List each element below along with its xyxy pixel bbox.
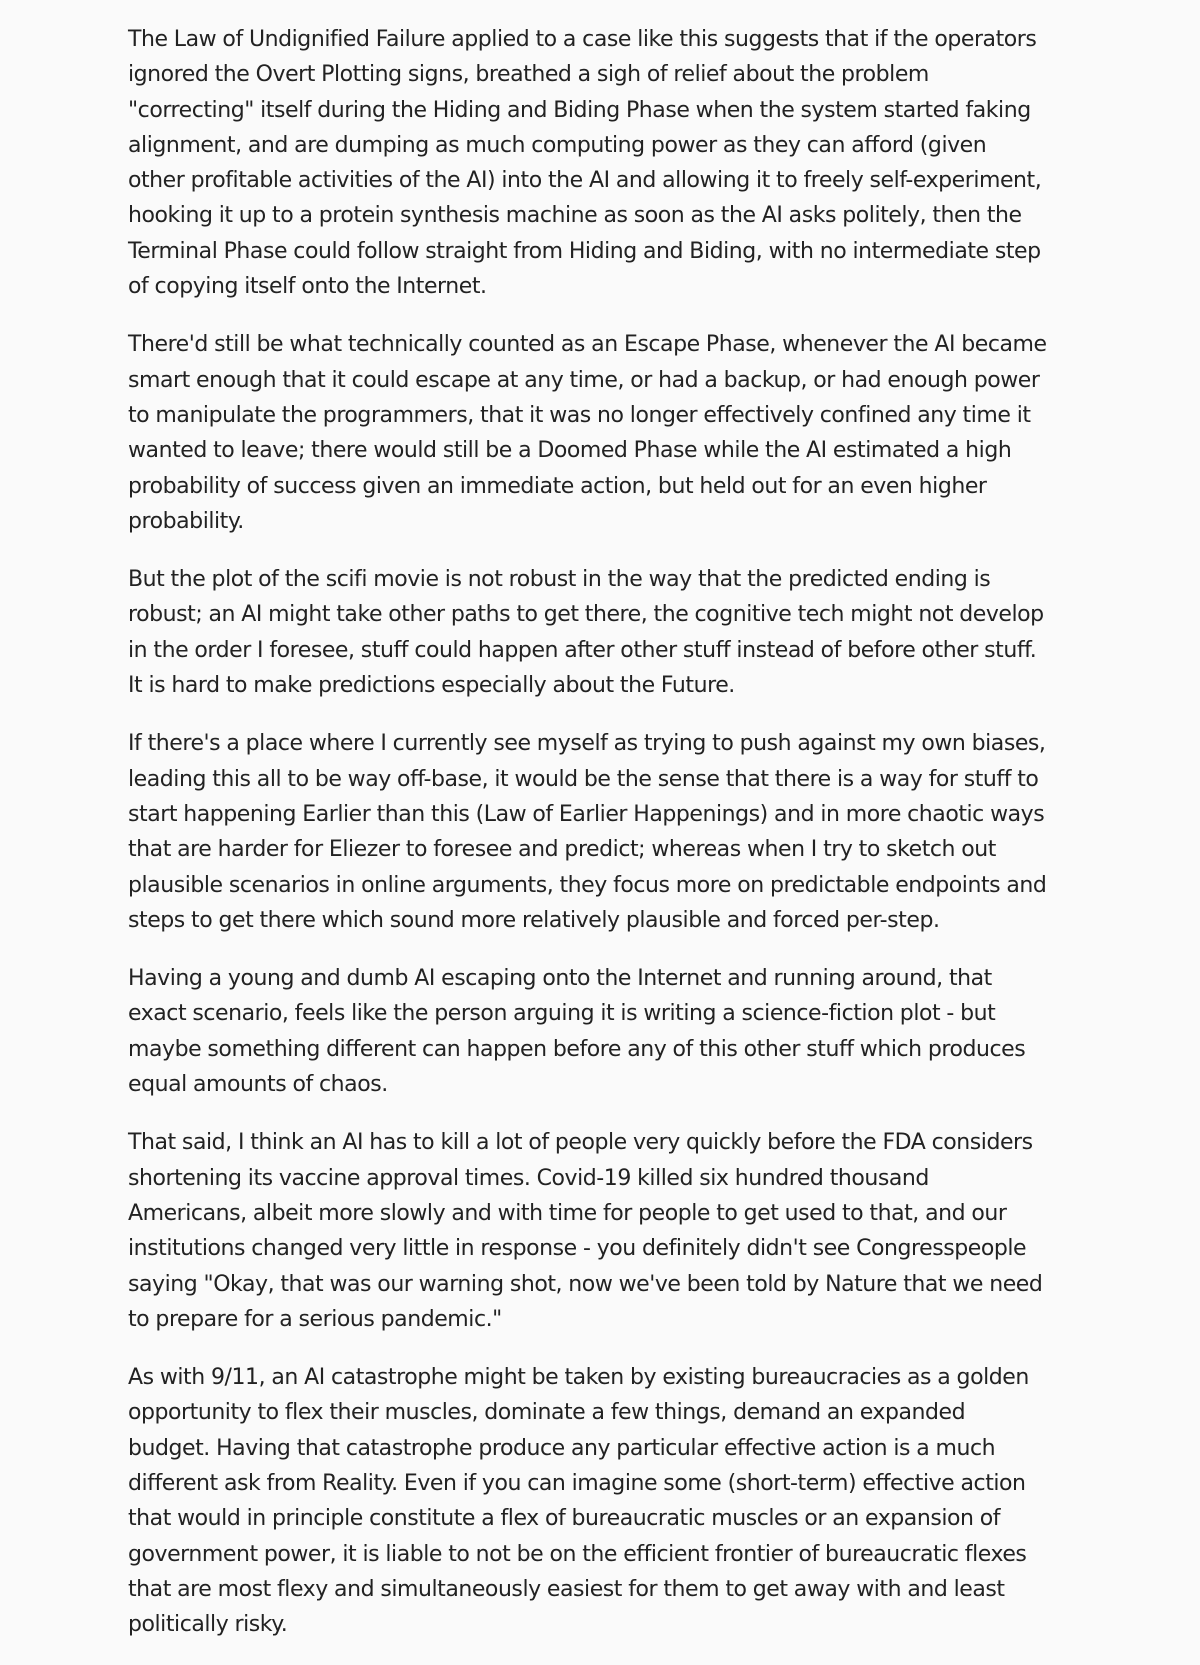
article-body [128,22,1048,1665]
paragraph-young-dumb-ai: Having a young and dumb AI escaping onto the Internet and running around, that exact scenario, feels like the person arguing it is writing a science-fiction plot - but maybe something different can happen before any of this other stuff which produces equal amounts of chaos. [128,966,1026,1098]
paragraph-bureaucracies: As with 9/11, an AI catastrophe might be taken by existing bureaucracies as a golden opportunity to flex their muscles, dominate a few things, demand an expanded budget. Having that catastrophe produce any particular effective action is a much different ask from Reality. Even if you can imagine some (short-term) effective action that would in principle constitute a flex of bureaucratic muscles or an expansion of government power, it is liable to not be on the efficient frontier of bureaucratic flexes that are most flexy and simultaneously easiest for them to get away with and least politically risky. [128,1365,1029,1638]
paragraph-escape-phase: There'd still be what technically counted as an Escape Phase, whenever the AI became smart enough that it could escape at any time, or had a backup, or had enough power to manipulate the programmers, that it was no longer effectively confined any time it wanted to leave; there would still be a Doomed Phase while the AI estimated a high probability of success given an immediate action, but held out for an even higher probability. [128,332,1047,534]
paragraph-scifi-plot: But the plot of the scifi movie is not robust in the way that the predicted ending is robust; an AI might take other paths to get there, the cognitive tech might not develop in the order I foresee, stuff could happen after other stuff instead of before other stuff. It is hard to make predictions especially about the Future. [128,567,1044,699]
paragraph-own-biases: If there's a place where I currently see myself as trying to push against my own biases, leading this all to be way off-base, it would be the sense that there is a way for stuff to start happening Earlier than this (Law of Earlier Happenings) and in more chaotic ways that are harder for Eliezer to foresee and predict; whereas when I try to sketch out plausible scenarios in online arguments, they focus more on predictable endpoints and steps to get there which sound more relatively plausible and forced per-step. [128,731,1047,933]
paragraph-fda-covid: That said, I think an AI has to kill a lot of people very quickly before the FDA considers shortening its vaccine approval times. Covid-19 killed six hundred thousand Americans, albeit more slowly and with time for people to get used to that, and our institutions changed very little in response - you definitely didn't see Congresspeople saying "Okay, that was our warning shot, now we've been told by Nature that we need to prepare for a serious pandemic." [128,1130,1043,1332]
paragraph-law-of-undignified-failure: The Law of Undignified Failure applied to a case like this suggests that if the operators ignored the Overt Plotting signs, breathed a sigh of relief about the problem "correcting" itself during the Hiding and Biding Phase when the system started faking alignment, and are dumping as much computing power as they can afford (given other profitable activities of the AI) into the AI and allowing it to freely self-experiment, hooking it up to a protein synthesis machine as soon as the AI asks politely, then the Terminal Phase could follow straight from Hiding and Biding, with no intermediate step of copying itself onto the Internet. [128,27,1042,300]
